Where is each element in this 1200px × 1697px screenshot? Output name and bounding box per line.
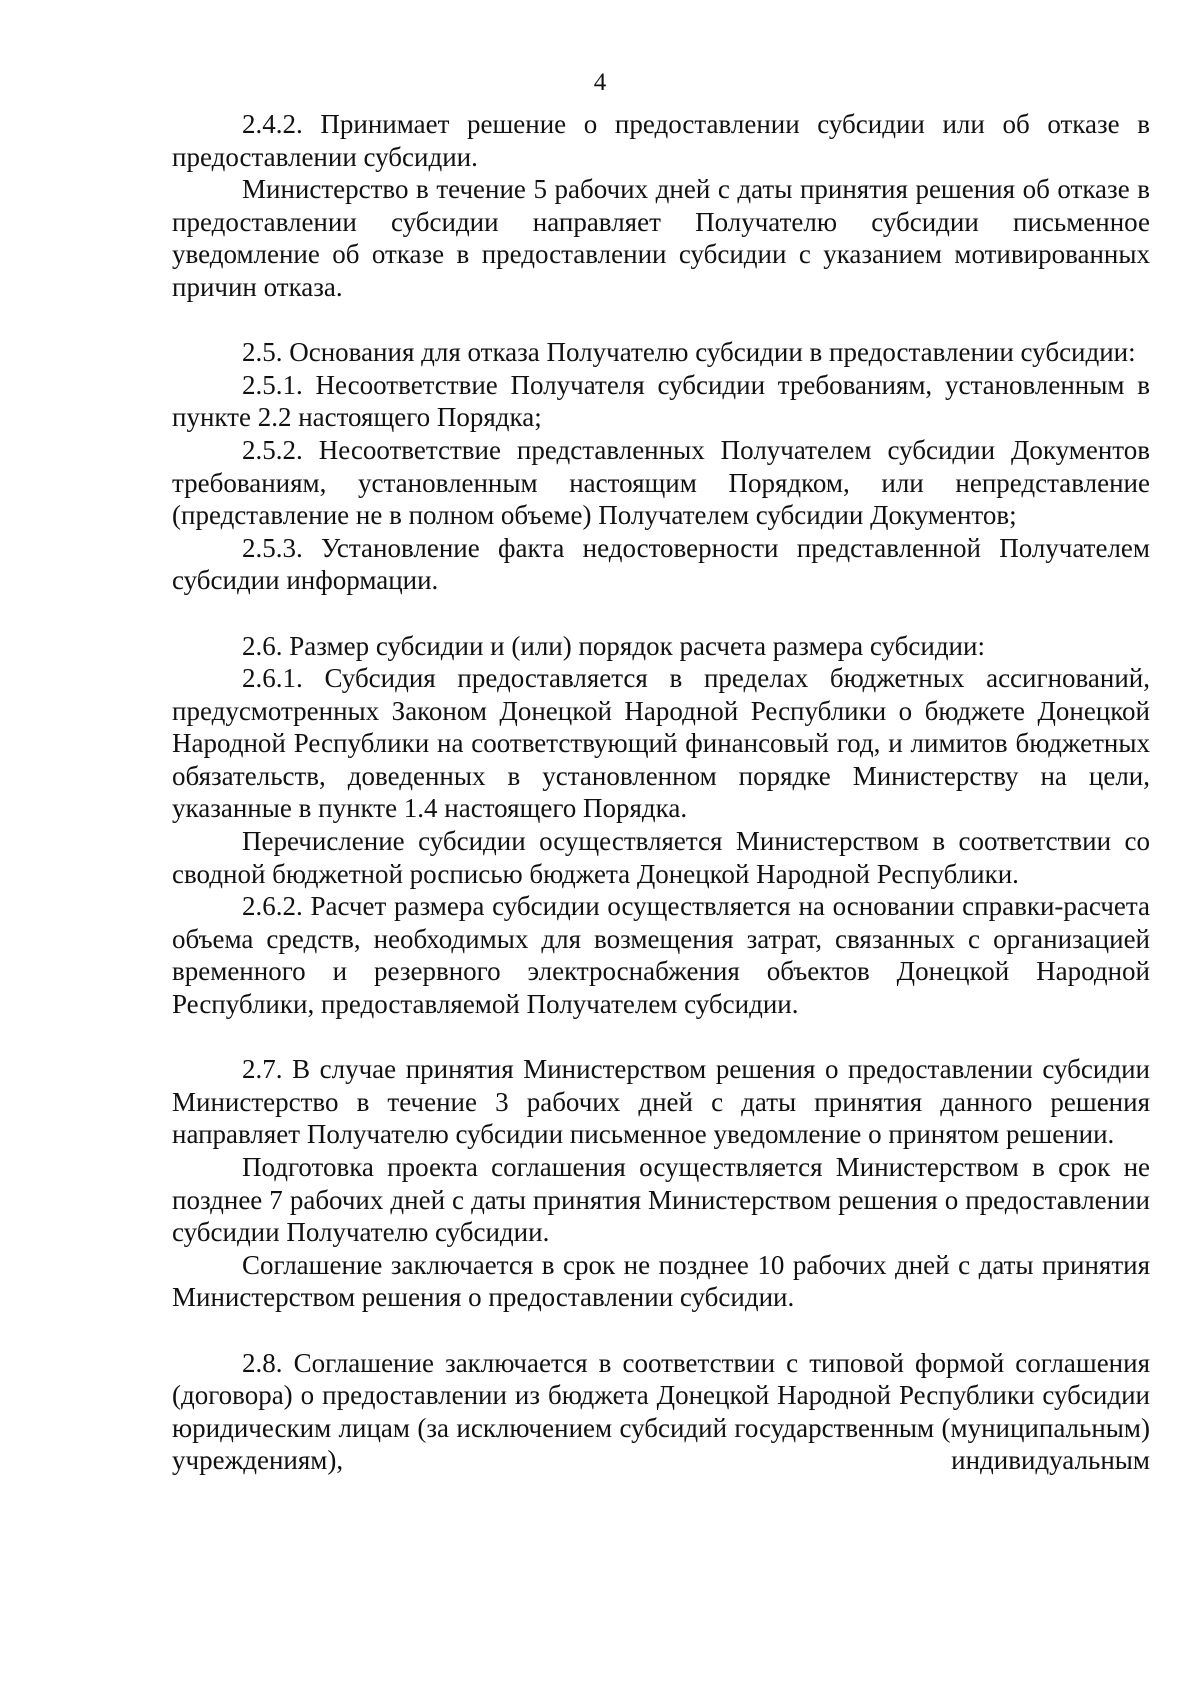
paragraph-2-5-2: 2.5.2. Несоответствие представленных Получателем субсидии Документов требованиям, установленным настоящим Порядком, или непредставление (представление не в полном объеме) Получателем субсидии Документов; (172, 434, 1150, 531)
paragraph-2-5: 2.5. Основания для отказа Получателю субсидии в предоставлении субсидии: (242, 337, 1136, 368)
document-body (172, 108, 1150, 1477)
paragraph-2-7-agreement: Соглашение заключается в срок не позднее 10 рабочих дней с даты принятия Министерством решения о предоставлении субсидии. (172, 1249, 1150, 1313)
page-number: 4 (593, 69, 607, 96)
paragraph-2-6: 2.6. Размер субсидии и (или) порядок расчета размера субсидии: (242, 630, 985, 661)
paragraph-2-5-1: 2.5.1. Несоответствие Получателя субсидии требованиям, установленным в пункте 2.2 настоящего Порядка; (172, 369, 1150, 433)
paragraph-2-8: 2.8. Соглашение заключается в соответствии с типовой формой соглашения (договора) о предоставлении из бюджета Донецкой Народной Республики субсидии юридическим лицам (за исключением субсидий государственным (муниципальным) учреждениям), индивидуальным (172, 1347, 1150, 1476)
paragraph-spacer (172, 1314, 1150, 1347)
paragraph-2-6-1: 2.6.1. Субсидия предоставляется в пределах бюджетных ассигнований, предусмотренных Законом Донецкой Народной Республики о бюджете Донецкой Народной Республики на соответствующий финансовый год, и лимитов бюджетных обязательств, доведенных в установленном порядке Министерству на цели, указанные в пункте 1.4 настоящего Порядка. (172, 663, 1150, 824)
paragraph-2-6-1-transfer: Перечисление субсидии осуществляется Министерством в соответствии со сводной бюджетной росписью бюджета Донецкой Народной Республики. (172, 826, 1150, 889)
paragraph-2-4-2-notice: Министерство в течение 5 рабочих дней с даты принятия решения об отказе в предоставлении субсидии направляет Получателю субсидии письменное уведомление об отказе в предоставлении субсидии с указанием мотивированных причин отказа. (172, 174, 1150, 302)
paragraph-2-7: 2.7. В случае принятия Министерством решения о предоставлении субсидии Министерство в течение 3 рабочих дней с даты принятия данного решения направляет Получателю субсидии письменное уведомление о принятом решении. (172, 1054, 1150, 1150)
paragraph-2-7-draft: Подготовка проекта соглашения осуществляется Министерством в срок не позднее 7 рабочих дней с даты принятия Министерством решения о предоставлении субсидии Получателю субсидии. (172, 1152, 1150, 1248)
paragraph-spacer (172, 1021, 1150, 1054)
paragraph-2-4-2: 2.4.2. Принимает решение о предоставлении субсидии или об отказе в предоставлении субсидии. (172, 109, 1150, 172)
paragraph-2-5-3: 2.5.3. Установление факта недостоверности представленной Получателем субсидии информации. (172, 532, 1150, 596)
paragraph-spacer (172, 597, 1150, 630)
paragraph-spacer (172, 304, 1150, 337)
paragraph-2-6-2: 2.6.2. Расчет размера субсидии осуществляется на основании справки-расчета объема средств, необходимых для возмещения затрат, связанных с организацией временного и резервного электроснабжения объектов Донецкой Народной Республики, предоставляемой Получателем субсидии. (172, 891, 1150, 1020)
